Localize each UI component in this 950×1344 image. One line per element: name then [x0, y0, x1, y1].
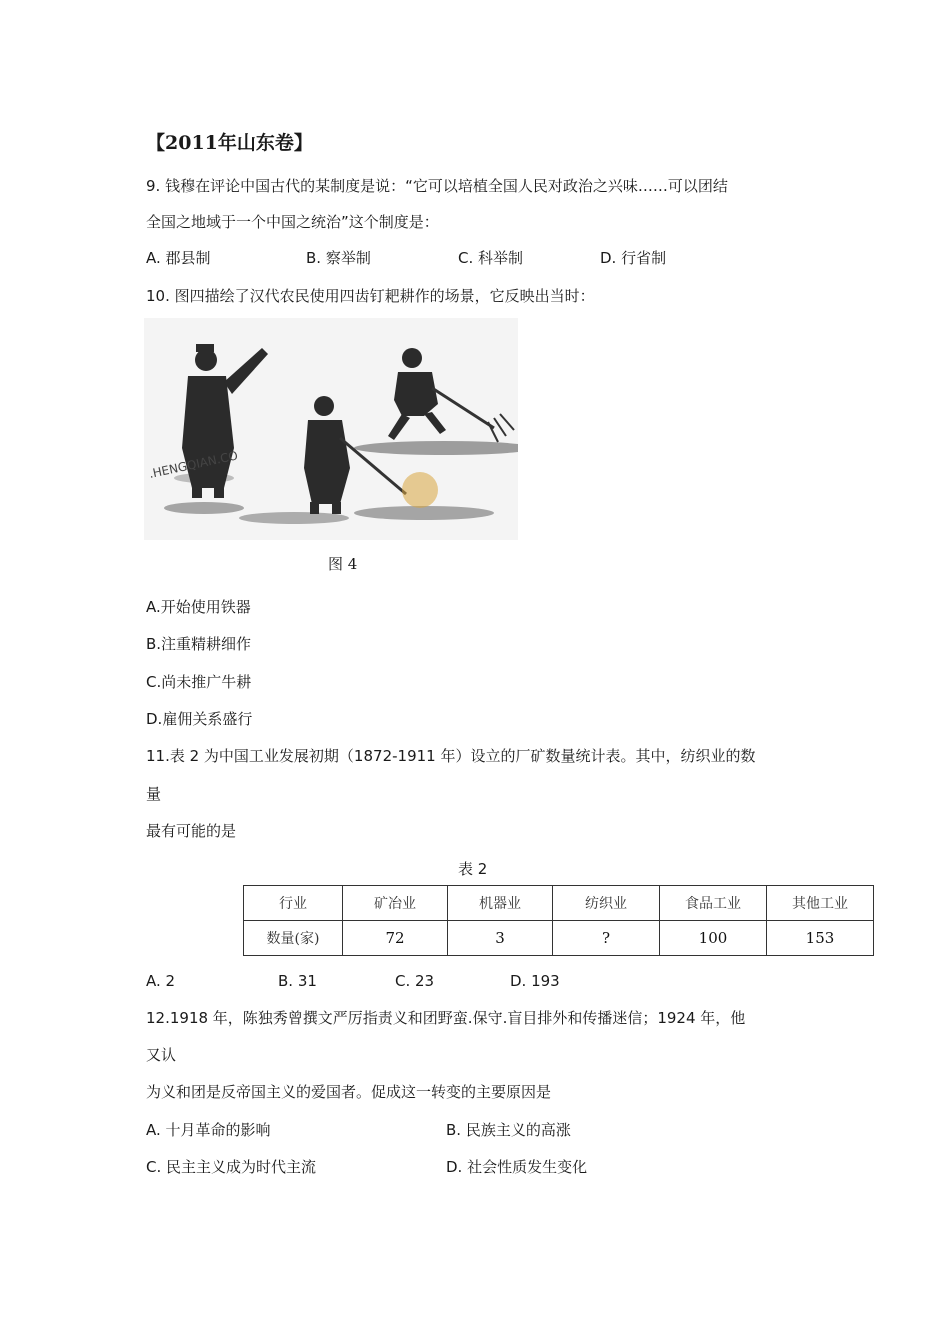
table-cell: 3	[448, 921, 553, 956]
q9-stem-line1: 9. 钱穆在评论中国古代的某制度是说：“它可以培植全国人民对政治之兴味……可以团结	[146, 177, 728, 195]
table-header-cell: 行业	[244, 886, 343, 921]
table-cell: 100	[660, 921, 767, 956]
table-caption: 表 2	[458, 860, 488, 878]
figure-watermark: .HENGQIAN.CO	[147, 448, 240, 481]
q11-stem-line2: 量	[146, 785, 162, 803]
q11-stem-line3: 最有可能的是	[146, 822, 237, 840]
q12-stem-line2: 又认	[146, 1046, 177, 1064]
table-cell: 153	[767, 921, 874, 956]
table-header-row	[244, 886, 874, 921]
q9-option-b: B. 察举制	[306, 249, 371, 267]
table-header-cell: 食品工业	[660, 886, 767, 921]
q12-option-d: D. 社会性质发生变化	[446, 1158, 588, 1176]
q11-option-c: C. 23	[395, 972, 435, 990]
q12-option-a: A. 十月革命的影响	[146, 1121, 271, 1139]
q10-option-c: C.尚未推广牛耕	[146, 673, 252, 691]
table-row	[244, 921, 874, 956]
factory-count-table	[243, 885, 874, 956]
q11-stem-line1: 11.表 2 为中国工业发展初期（1872-1911 年）设立的厂矿数量统计表。其中，纺织业的数	[146, 747, 756, 765]
q10-option-b: B.注重精耕细作	[146, 635, 252, 653]
q11-option-a: A. 2	[146, 972, 176, 990]
table-header-cell: 机器业	[448, 886, 553, 921]
table-cell: 数量(家)	[244, 921, 343, 956]
q9-stem-line2: 全国之地域于一个中国之统治”这个制度是：	[146, 213, 439, 231]
q10-option-d: D.雇佣关系盛行	[146, 710, 253, 728]
q12-option-c: C. 民主主义成为时代主流	[146, 1158, 317, 1176]
q12-option-b: B. 民族主义的高涨	[446, 1121, 571, 1139]
q11-option-b: B. 31	[278, 972, 317, 990]
q9-option-d: D. 行省制	[600, 249, 667, 267]
q9-option-c: C. 科举制	[458, 249, 524, 267]
q12-stem-line3: 为义和团是反帝国主义的爱国者。促成这一转变的主要原因是	[146, 1083, 552, 1101]
q9-option-a: A. 郡县制	[146, 249, 211, 267]
table-header-cell: 其他工业	[767, 886, 874, 921]
table-cell: ?	[553, 921, 660, 956]
section-title: 【2011年山东卷】	[146, 132, 313, 154]
q11-option-d: D. 193	[510, 972, 560, 990]
table-cell: 72	[343, 921, 448, 956]
han-farming-illustration	[144, 318, 518, 540]
table-header-cell: 矿冶业	[343, 886, 448, 921]
q10-option-a: A.开始使用铁器	[146, 598, 251, 616]
table-header-cell: 纺织业	[553, 886, 660, 921]
q10-stem: 10. 图四描绘了汉代农民使用四齿钉耙耕作的场景，它反映出当时：	[146, 287, 595, 305]
figure-caption: 图 4	[328, 555, 358, 573]
q12-stem-line1: 12.1918 年，陈独秀曾撰文严厉指责义和团野蛮.保守.盲目排外和传播迷信；1924 年，他	[146, 1009, 746, 1027]
